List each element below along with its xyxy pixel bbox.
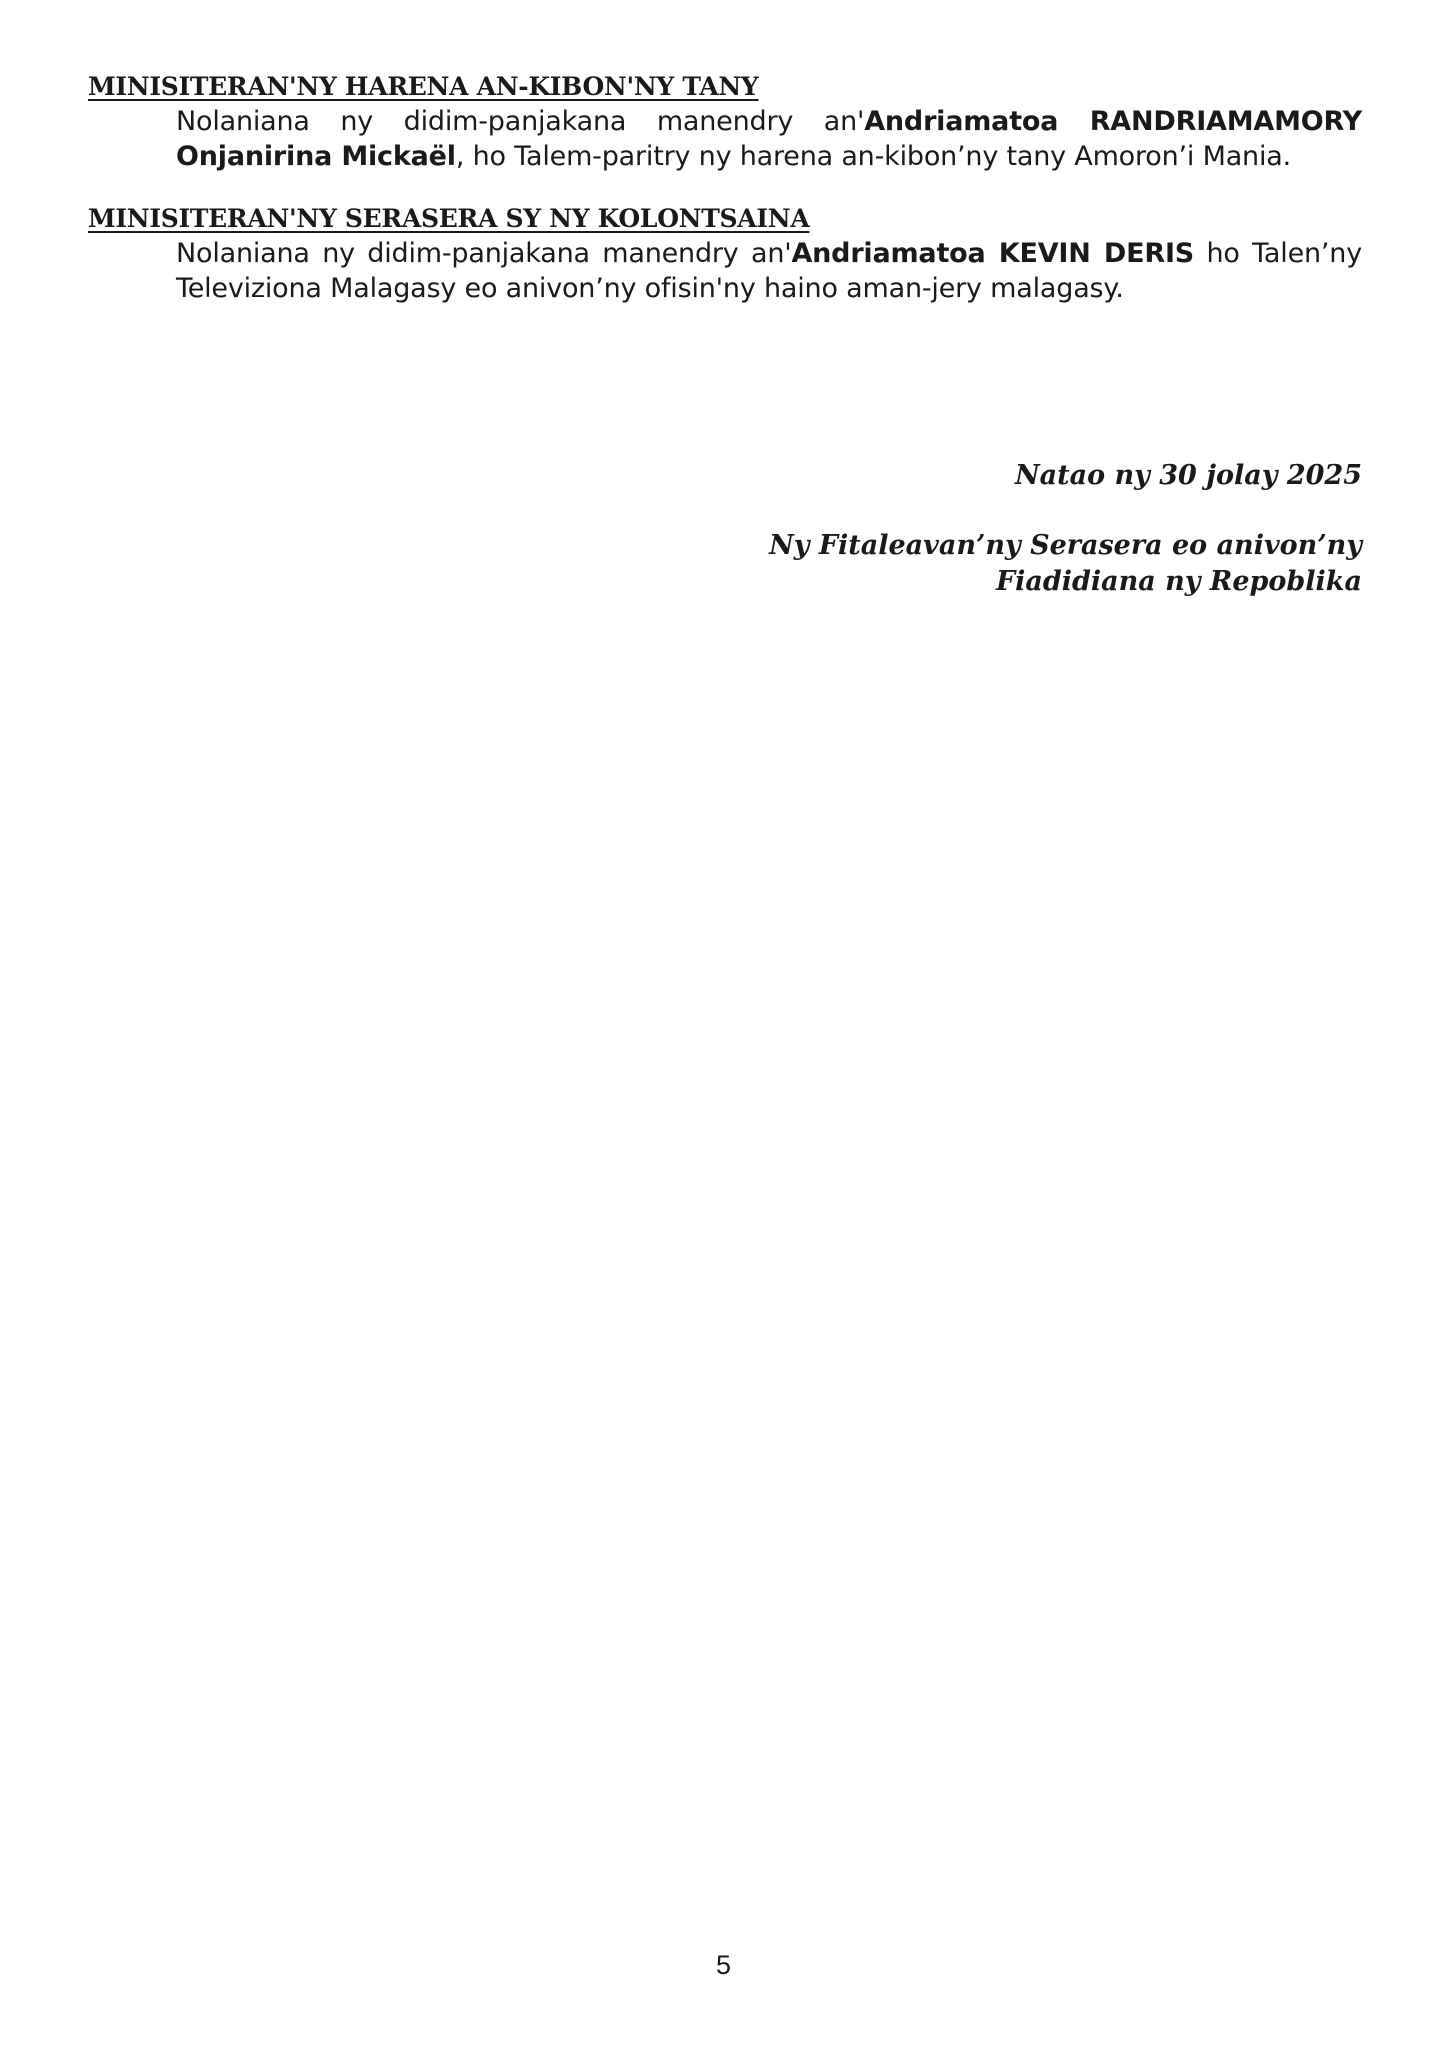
section-heading: MINISITERAN'NY SERASERA SY NY KOLONTSAINA [88,204,810,233]
section-communication [88,202,1362,306]
section-mines [88,70,1362,174]
section-heading: MINISITERAN'NY HARENA AN-KIBON'NY TANY [88,72,759,101]
paragraph-rest: , ho Talem-paritry ny harena an-kibon’ny tany Amoron’i Mania. [455,141,1291,172]
section-paragraph [88,236,1362,306]
section-paragraph [88,104,1362,174]
appointee-name: Andriamatoa RANDRIAMAMORY Onjanirina Mickaël [176,106,1362,172]
appointee-name: Andriamatoa KEVIN DERIS [791,238,1195,269]
signature-line-2: Fiadidiana ny Repoblika [995,566,1362,597]
paragraph-rest: ho Talen’ny Televiziona Malagasy eo anivon’ny ofisin'ny haino aman-jery malagasy. [176,238,1362,304]
document-body [88,70,1362,334]
signature-line-1: Ny Fitaleavan’ny Serasera eo anivon’ny [769,530,1362,561]
signature-date: Natao ny 30 jolay 2025 [1014,460,1362,491]
paragraph-intro: Nolaniana ny didim-panjakana manendry an' [176,106,865,137]
signature-block [769,458,1362,600]
page-number: 5 [715,1950,732,1980]
paragraph-intro: Nolaniana ny didim-panjakana manendry an' [176,238,792,269]
